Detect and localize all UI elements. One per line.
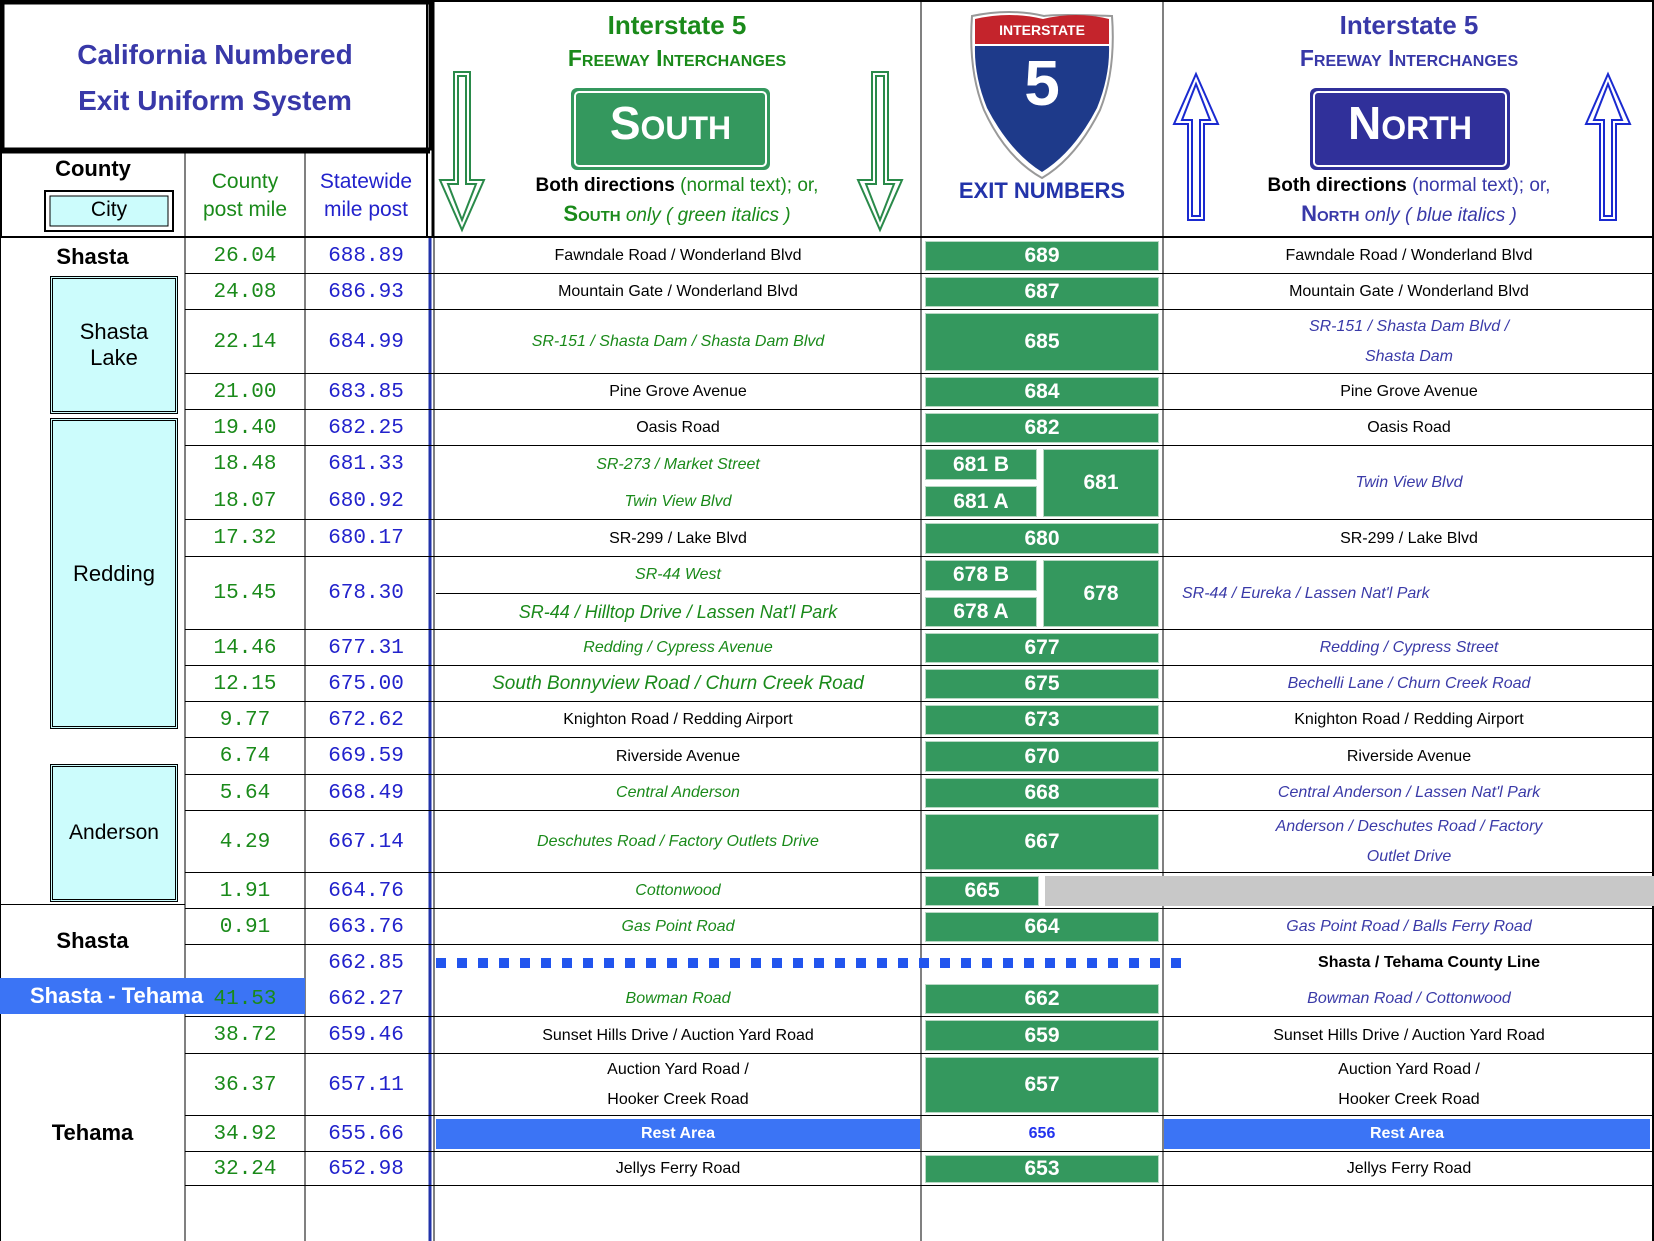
south-destination bbox=[436, 557, 920, 630]
exit-number: 656 bbox=[1028, 1125, 1056, 1142]
north-destination: Bechelli Lane / Churn Creek Road bbox=[1287, 675, 1531, 692]
county-tehama: Tehama bbox=[51, 1120, 134, 1145]
table-row bbox=[0, 873, 1654, 909]
statewide-milepost: 678.30 bbox=[328, 582, 404, 605]
city-shasta-lake: Shasta Lake bbox=[50, 276, 178, 414]
statewide-milepost: 659.46 bbox=[328, 1024, 404, 1047]
north-destination: Gas Point Road / Balls Ferry Road bbox=[1286, 918, 1532, 935]
dash bbox=[919, 958, 929, 968]
table-row bbox=[0, 945, 1654, 981]
dash bbox=[583, 958, 593, 968]
south-destination: Redding / Cypress Avenue bbox=[583, 639, 773, 656]
county-postmile: 4.29 bbox=[219, 830, 271, 854]
exit-number: 685 bbox=[925, 313, 1159, 371]
city-redding: Redding bbox=[50, 418, 178, 729]
county-line-label: Shasta / Tehama County Line bbox=[1318, 954, 1540, 971]
south-destination: Cottonwood bbox=[635, 882, 721, 899]
statewide-milepost: 675.00 bbox=[328, 672, 404, 696]
south-destination: SR-299 / Lake Blvd bbox=[609, 529, 747, 547]
table-row bbox=[0, 410, 1654, 446]
south-note bbox=[434, 172, 920, 230]
table-row bbox=[0, 775, 1654, 811]
north-destination-line1: SR-151 / Shasta Dam Blvd / bbox=[1308, 318, 1510, 335]
rest-area-north: Rest Area bbox=[1164, 1119, 1650, 1149]
statewide-milepost: 668.49 bbox=[328, 781, 404, 805]
statewide-milepost: 669.59 bbox=[328, 745, 404, 768]
dash bbox=[982, 958, 992, 968]
south-destination-line1: Auction Yard Road / bbox=[607, 1061, 749, 1078]
south-destination: Fawndale Road / Wonderland Blvd bbox=[554, 247, 802, 264]
south-destination: Gas Point Road bbox=[621, 918, 735, 935]
county-postmile: 1.91 bbox=[219, 879, 271, 903]
table-row bbox=[0, 738, 1654, 775]
statewide-milepost: 655.66 bbox=[328, 1122, 404, 1146]
county-postmile: 41.53 bbox=[213, 987, 277, 1011]
south-destination: SR-273 / Market Street bbox=[596, 455, 760, 473]
dash bbox=[1066, 958, 1076, 968]
south-title: Interstate 5 bbox=[607, 10, 747, 40]
exit-number: 664 bbox=[925, 912, 1159, 942]
dash bbox=[1150, 958, 1160, 968]
system-title-line2: Exit Uniform System bbox=[78, 85, 352, 116]
city-header: City bbox=[90, 198, 128, 221]
exit-number: 684 bbox=[925, 377, 1159, 407]
north-destination: Jellys Ferry Road bbox=[1346, 1160, 1472, 1177]
north-note-italic: ( blue italics ) bbox=[1404, 205, 1517, 226]
table-row bbox=[0, 981, 1654, 1017]
table-row bbox=[0, 1116, 1654, 1152]
south-destination: Oasis Road bbox=[636, 419, 720, 436]
north-destination: Riverside Avenue bbox=[1346, 747, 1472, 765]
exit-number: 668 bbox=[925, 778, 1159, 808]
north-title: Interstate 5 bbox=[1339, 10, 1479, 40]
exit-number: 657 bbox=[925, 1057, 1159, 1113]
statewide-milepost: 684.99 bbox=[328, 330, 404, 354]
south-note-mid: (normal text); or, bbox=[674, 175, 819, 196]
table-row bbox=[0, 520, 1654, 557]
dash bbox=[688, 958, 698, 968]
south-destination: Riverside Avenue bbox=[615, 747, 741, 765]
dash bbox=[520, 958, 530, 968]
statewide-milepost: 680.17 bbox=[328, 527, 404, 550]
dash bbox=[772, 958, 782, 968]
north-note bbox=[1164, 172, 1654, 230]
table-row bbox=[0, 666, 1654, 702]
dash bbox=[961, 958, 971, 968]
exit-number: 653 bbox=[925, 1155, 1159, 1183]
county-postmile-header-line1: County bbox=[211, 170, 279, 193]
statewide-milepost: 680.92 bbox=[328, 490, 404, 513]
closed-bar bbox=[1045, 876, 1654, 906]
table-row bbox=[0, 557, 1654, 630]
north-destination bbox=[1164, 811, 1654, 873]
system-title bbox=[0, 32, 430, 124]
south-destination: Sunset Hills Drive / Auction Yard Road bbox=[542, 1026, 814, 1044]
north-destination bbox=[1164, 310, 1654, 374]
table-row bbox=[0, 702, 1654, 738]
north-destination: SR-44 / Eureka / Lassen Nat'l Park bbox=[1182, 584, 1430, 602]
statewide-milepost: 681.33 bbox=[328, 453, 404, 476]
county-postmile: 6.74 bbox=[219, 745, 271, 768]
north-destination-line2: Outlet Drive bbox=[1366, 848, 1452, 865]
exit-number: 673 bbox=[925, 705, 1159, 735]
county-postmile: 21.00 bbox=[213, 380, 277, 404]
system-title-line1: California Numbered bbox=[77, 39, 353, 70]
dash bbox=[856, 958, 866, 968]
statewide-milepost-header bbox=[305, 168, 427, 224]
north-destination: Twin View Blvd bbox=[1355, 474, 1463, 491]
county-postmile: 26.04 bbox=[213, 244, 277, 268]
north-destination: Central Anderson / Lassen Nat'l Park bbox=[1277, 784, 1541, 801]
statewide-milepost: 688.89 bbox=[328, 244, 404, 268]
exit-number: 687 bbox=[925, 277, 1159, 307]
south-note-bold: Both directions bbox=[535, 175, 675, 196]
rest-area-south: Rest Area bbox=[436, 1119, 920, 1149]
statewide-milepost: 664.76 bbox=[328, 879, 404, 903]
statewide-milepost: 677.31 bbox=[328, 636, 404, 660]
table-row bbox=[0, 310, 1654, 374]
dash bbox=[478, 958, 488, 968]
exit-number: 659 bbox=[925, 1020, 1159, 1051]
dash bbox=[1129, 958, 1139, 968]
county-postmile: 34.92 bbox=[213, 1122, 277, 1146]
dash bbox=[793, 958, 803, 968]
county-postmile: 9.77 bbox=[219, 708, 271, 732]
dash bbox=[1045, 958, 1055, 968]
north-destination: Mountain Gate / Wonderland Blvd bbox=[1289, 283, 1529, 300]
table-row bbox=[0, 630, 1654, 666]
exit-number: 689 bbox=[925, 241, 1159, 271]
county-line-dashes bbox=[436, 945, 1196, 981]
dash bbox=[877, 958, 887, 968]
north-destination: SR-299 / Lake Blvd bbox=[1340, 529, 1478, 547]
county-shasta-tehama: Shasta - Tehama bbox=[0, 978, 305, 1014]
exit-number: 670 bbox=[925, 741, 1159, 772]
north-destination: Bowman Road / Cottonwood bbox=[1307, 990, 1511, 1007]
table-row bbox=[0, 374, 1654, 410]
table-row bbox=[0, 1152, 1654, 1186]
county-postmile: 19.40 bbox=[213, 416, 277, 440]
exit-number: 677 bbox=[925, 633, 1159, 663]
county-postmile: 12.15 bbox=[213, 672, 277, 696]
dash bbox=[709, 958, 719, 968]
south-destination: Pine Grove Avenue bbox=[609, 383, 747, 400]
statewide-milepost: 686.93 bbox=[328, 280, 404, 304]
south-destination: SR-151 / Shasta Dam / Shasta Dam Blvd bbox=[531, 333, 825, 350]
table-row bbox=[0, 238, 1654, 274]
south-destination: Deschutes Road / Factory Outlets Drive bbox=[537, 833, 819, 850]
south-destination: Bowman Road bbox=[625, 990, 731, 1007]
table-row bbox=[0, 274, 1654, 310]
north-destination: Knighton Road / Redding Airport bbox=[1294, 711, 1524, 728]
county-postmile: 15.45 bbox=[213, 582, 277, 605]
south-destination: Central Anderson bbox=[616, 784, 740, 801]
statewide-header-line1: Statewide bbox=[319, 170, 413, 193]
north-destination: Sunset Hills Drive / Auction Yard Road bbox=[1273, 1026, 1545, 1044]
exit-number-a: 678 A bbox=[925, 597, 1037, 628]
table-body bbox=[0, 238, 1654, 1241]
county-postmile: 38.72 bbox=[213, 1024, 277, 1047]
north-destination: Pine Grove Avenue bbox=[1340, 383, 1478, 400]
north-destination-line1: Anderson / Deschutes Road / Factory bbox=[1275, 818, 1543, 835]
dash bbox=[541, 958, 551, 968]
south-destination bbox=[436, 1054, 920, 1116]
county-postmile: 18.07 bbox=[213, 490, 277, 513]
statewide-milepost: 652.98 bbox=[328, 1157, 404, 1181]
table-row bbox=[0, 1054, 1654, 1116]
county-postmile-header-line2: post mile bbox=[202, 198, 288, 221]
county-postmile: 14.46 bbox=[213, 636, 277, 660]
exit-numbers-header: EXIT NUMBERS bbox=[958, 178, 1126, 203]
statewide-milepost: 683.85 bbox=[328, 380, 404, 404]
exit-number: 680 bbox=[925, 523, 1159, 554]
dash bbox=[625, 958, 635, 968]
table-row bbox=[0, 1017, 1654, 1054]
north-note-bold: Both directions bbox=[1267, 175, 1407, 196]
dash bbox=[898, 958, 908, 968]
north-note-only: only bbox=[1364, 205, 1400, 226]
dash bbox=[499, 958, 509, 968]
south-note-only: only bbox=[625, 205, 661, 226]
south-destination: South Bonnyview Road / Churn Creek Road bbox=[492, 673, 864, 694]
north-destination-line2: Shasta Dam bbox=[1364, 348, 1454, 365]
county-shasta-bottom: Shasta bbox=[56, 928, 129, 953]
north-note-dir: North bbox=[1301, 201, 1360, 226]
exit-number-b: 681 B bbox=[925, 449, 1037, 480]
exit-number-a: 681 A bbox=[925, 486, 1037, 517]
dash bbox=[835, 958, 845, 968]
dash bbox=[1024, 958, 1034, 968]
county-postmile: 0.91 bbox=[219, 915, 271, 939]
exit-number: 662 bbox=[925, 984, 1159, 1014]
dash bbox=[436, 958, 446, 968]
south-destination-line2: SR-44 / Hilltop Drive / Lassen Nat'l Park bbox=[436, 593, 920, 630]
dash bbox=[562, 958, 572, 968]
county-header: County bbox=[55, 156, 131, 181]
exit-number-merged: 681 bbox=[1043, 449, 1159, 517]
county-postmile: 18.48 bbox=[213, 453, 277, 476]
dash bbox=[751, 958, 761, 968]
county-postmile: 32.24 bbox=[213, 1157, 277, 1181]
north-header bbox=[1164, 10, 1654, 72]
statewide-header-line2: mile post bbox=[323, 198, 409, 221]
north-note-mid: (normal text); or, bbox=[1406, 175, 1551, 196]
north-destination-line2: Hooker Creek Road bbox=[1338, 1091, 1480, 1108]
south-note-dir: South bbox=[563, 201, 621, 226]
exit-number: 682 bbox=[925, 413, 1159, 443]
county-postmile-header bbox=[185, 168, 305, 224]
north-destination: Fawndale Road / Wonderland Blvd bbox=[1285, 247, 1533, 264]
exit-number: 675 bbox=[925, 669, 1159, 699]
dash bbox=[730, 958, 740, 968]
south-note-italic: ( green italics ) bbox=[665, 205, 791, 226]
statewide-milepost: 657.11 bbox=[328, 1073, 404, 1097]
south-subtitle: Freeway Interchanges bbox=[567, 45, 787, 71]
north-sign: North bbox=[1348, 97, 1472, 149]
north-destination-line1: Auction Yard Road / bbox=[1338, 1061, 1480, 1078]
south-destination: Knighton Road / Redding Airport bbox=[563, 711, 793, 728]
south-header bbox=[434, 10, 920, 72]
statewide-milepost: 672.62 bbox=[328, 708, 404, 732]
south-destination: Twin View Blvd bbox=[624, 492, 732, 510]
north-destination bbox=[1164, 1054, 1654, 1116]
county-postmile: 17.32 bbox=[213, 527, 277, 550]
statewide-milepost: 662.85 bbox=[328, 951, 404, 975]
exit-number: 665 bbox=[925, 876, 1039, 906]
exit-number-merged: 678 bbox=[1043, 560, 1159, 627]
table-row bbox=[0, 811, 1654, 873]
south-destination: Jellys Ferry Road bbox=[615, 1160, 741, 1177]
statewide-milepost: 663.76 bbox=[328, 915, 404, 939]
south-sign: South bbox=[609, 97, 732, 149]
dash bbox=[457, 958, 467, 968]
dash bbox=[1003, 958, 1013, 968]
south-destination-line2: Hooker Creek Road bbox=[607, 1091, 749, 1108]
exit-number-b: 678 B bbox=[925, 560, 1037, 591]
county-postmile: 24.08 bbox=[213, 280, 277, 304]
statewide-milepost: 662.27 bbox=[328, 987, 404, 1011]
south-destination: Mountain Gate / Wonderland Blvd bbox=[558, 283, 798, 300]
shield-top-text: INTERSTATE bbox=[999, 22, 1085, 38]
statewide-milepost: 667.14 bbox=[328, 830, 404, 854]
dash bbox=[667, 958, 677, 968]
dash bbox=[1087, 958, 1097, 968]
dash bbox=[604, 958, 614, 968]
dash bbox=[1108, 958, 1118, 968]
shield-number: 5 bbox=[1024, 47, 1060, 119]
north-subtitle: Freeway Interchanges bbox=[1299, 45, 1519, 71]
exit-number: 667 bbox=[925, 814, 1159, 870]
county-postmile: 5.64 bbox=[219, 781, 271, 805]
dash bbox=[646, 958, 656, 968]
county-shasta-top: Shasta bbox=[56, 244, 129, 269]
south-destination-line1: SR-44 West bbox=[635, 566, 721, 583]
dash bbox=[940, 958, 950, 968]
statewide-milepost: 682.25 bbox=[328, 416, 404, 440]
dash bbox=[814, 958, 824, 968]
table-row bbox=[0, 909, 1654, 945]
north-destination: Redding / Cypress Street bbox=[1319, 639, 1499, 656]
city-anderson: Anderson bbox=[50, 764, 178, 902]
north-destination: Oasis Road bbox=[1367, 419, 1451, 436]
county-postmile: 36.37 bbox=[213, 1073, 277, 1097]
county-postmile: 22.14 bbox=[213, 330, 277, 354]
